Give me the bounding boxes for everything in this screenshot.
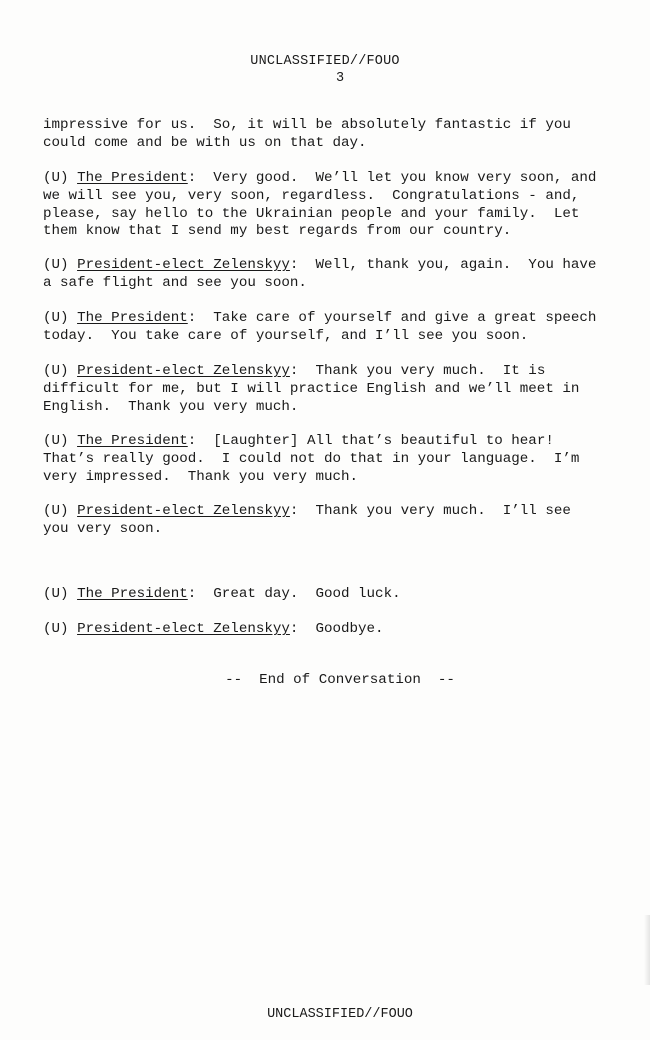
transcript-paragraph — [43, 433, 579, 486]
classification-marking: (U) — [43, 503, 78, 519]
speech-text: : Great day. Good luck. — [187, 586, 401, 602]
transcript-paragraph — [43, 170, 596, 241]
paragraph-first-line — [43, 310, 596, 328]
paragraph-first-line — [43, 170, 596, 188]
speech-text: : Take care of yourself and give a great speech — [187, 310, 597, 326]
paragraph-line: we will see you, very soon, regardless. Congratulations - and, — [43, 187, 580, 204]
classification-marking: (U) — [43, 257, 78, 273]
speaker-name: President-elect Zelenskyy — [77, 363, 290, 379]
paragraph-line: could come and be with us on that day. — [43, 134, 367, 151]
paragraph-line: impressive for us. So, it will be absolutely fantastic if you — [43, 117, 571, 133]
speech-text: : Very good. We’ll let you know very soon, and — [187, 170, 597, 186]
transcript-paragraph — [43, 363, 579, 416]
speaker-name: President-elect Zelenskyy — [77, 503, 290, 519]
speech-text: : Goodbye. — [289, 621, 384, 637]
transcript-paragraph — [43, 586, 401, 604]
transcript-paragraph — [43, 310, 596, 346]
footer-classification: UNCLASSIFIED//FOUO — [267, 1007, 413, 1022]
paragraph-line: difficult for me, but I will practice English and we’ll meet in — [43, 380, 580, 397]
paragraph-line: That’s really good. I could not do that in your language. I’m — [43, 450, 580, 467]
classification-marking: (U) — [43, 310, 78, 326]
paragraph-line: them know that I send my best regards from our country. — [43, 223, 512, 240]
paragraph-line: today. You take care of yourself, and I’ll see you soon. — [43, 327, 529, 344]
speech-text: : Well, thank you, again. You have — [289, 257, 597, 273]
paragraph-first-line — [43, 433, 579, 451]
paragraph-first-line — [43, 257, 596, 275]
paragraph-first-line — [43, 503, 571, 521]
transcript-paragraph — [43, 621, 384, 639]
speech-text: : Thank you very much. It is — [289, 363, 546, 379]
page-edge-shadow — [644, 915, 650, 985]
transcript-paragraph — [43, 257, 596, 293]
paragraph-first-line — [43, 621, 384, 639]
header-classification: UNCLASSIFIED//FOUO — [250, 54, 400, 69]
speaker-name: The President — [77, 310, 188, 326]
paragraph-line: a safe flight and see you soon. — [43, 274, 307, 291]
classification-marking: (U) — [43, 433, 78, 449]
paragraph-line: you very soon. — [43, 520, 163, 537]
speaker-name: The President — [77, 586, 188, 602]
classification-marking: (U) — [43, 170, 78, 186]
paragraph-first-line — [43, 586, 401, 604]
classification-marking: (U) — [43, 621, 78, 637]
classification-marking: (U) — [43, 586, 78, 602]
speech-text: : Thank you very much. I’ll see — [289, 503, 571, 519]
paragraph-line: English. Thank you very much. — [43, 398, 299, 415]
speech-text: : [Laughter] All that’s beautiful to hear! — [187, 433, 554, 449]
speaker-name: The President — [77, 170, 188, 186]
end-of-conversation: -- End of Conversation -- — [225, 672, 455, 688]
transcript-paragraph — [43, 503, 571, 539]
transcript-paragraph — [43, 117, 571, 153]
paragraph-line: please, say hello to the Ukrainian people and your family. Let — [43, 205, 580, 222]
speaker-name: President-elect Zelenskyy — [77, 621, 290, 637]
speaker-name: President-elect Zelenskyy — [77, 257, 290, 273]
speaker-name: The President — [77, 433, 188, 449]
paragraph-first-line — [43, 363, 579, 381]
page-number: 3 — [335, 71, 345, 86]
paragraph-line: very impressed. Thank you very much. — [43, 468, 359, 485]
classification-marking: (U) — [43, 363, 78, 379]
